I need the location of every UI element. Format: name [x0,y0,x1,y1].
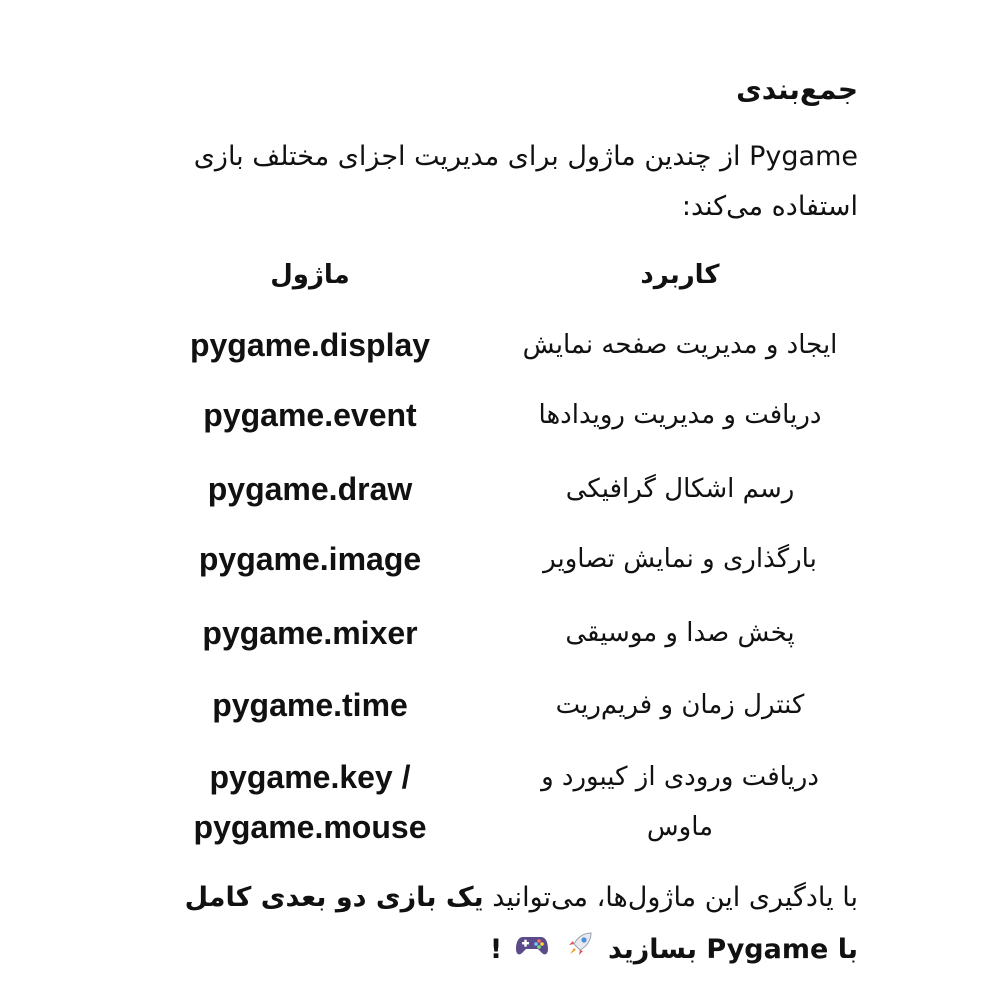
module-usage: دریافت و مدیریت رویدادها [538,400,822,430]
closing-text: با یادگیری این ماژول‌ها، می‌توانید [492,882,858,913]
module-name: pygame.image [198,541,422,577]
module-usage: ایجاد و مدیریت صفحه نمایش [522,330,838,360]
module-name-line1: pygame.key / [209,759,411,795]
module-usage: بارگذاری و نمایش تصاویر [543,544,817,574]
rocket-icon [565,925,595,977]
module-name: pygame.time [212,687,408,723]
closing-paragraph [158,872,858,977]
module-name: pygame.draw [207,471,413,507]
module-usage: رسم اشکال گرافیکی [565,474,795,504]
gamepad-icon [515,925,549,977]
header-usage: کاربرد [640,260,720,290]
module-usage: کنترل زمان و فریم‌ریت [555,690,805,720]
module-name: pygame.mixer [202,615,418,651]
module-usage: دریافت ورودی از کیبورد و ماوس [541,762,819,842]
section-heading: جمع‌بندی [736,73,858,106]
module-name-line2: pygame.mouse [193,809,427,845]
module-usage: پخش صدا و موسیقی [565,618,795,648]
module-name: pygame.display [189,327,431,363]
closing-exclamation: ! [489,934,503,965]
module-name: pygame.event [203,397,417,433]
header-module: ماژول [270,260,350,290]
intro-paragraph: Pygame از چندین ماژول برای مدیریت اجزای مختلف بازی استفاده می‌کند: [193,141,858,222]
closing-bold-text: یک بازی دو بعدی کامل با Pygame بسازید [184,882,858,965]
